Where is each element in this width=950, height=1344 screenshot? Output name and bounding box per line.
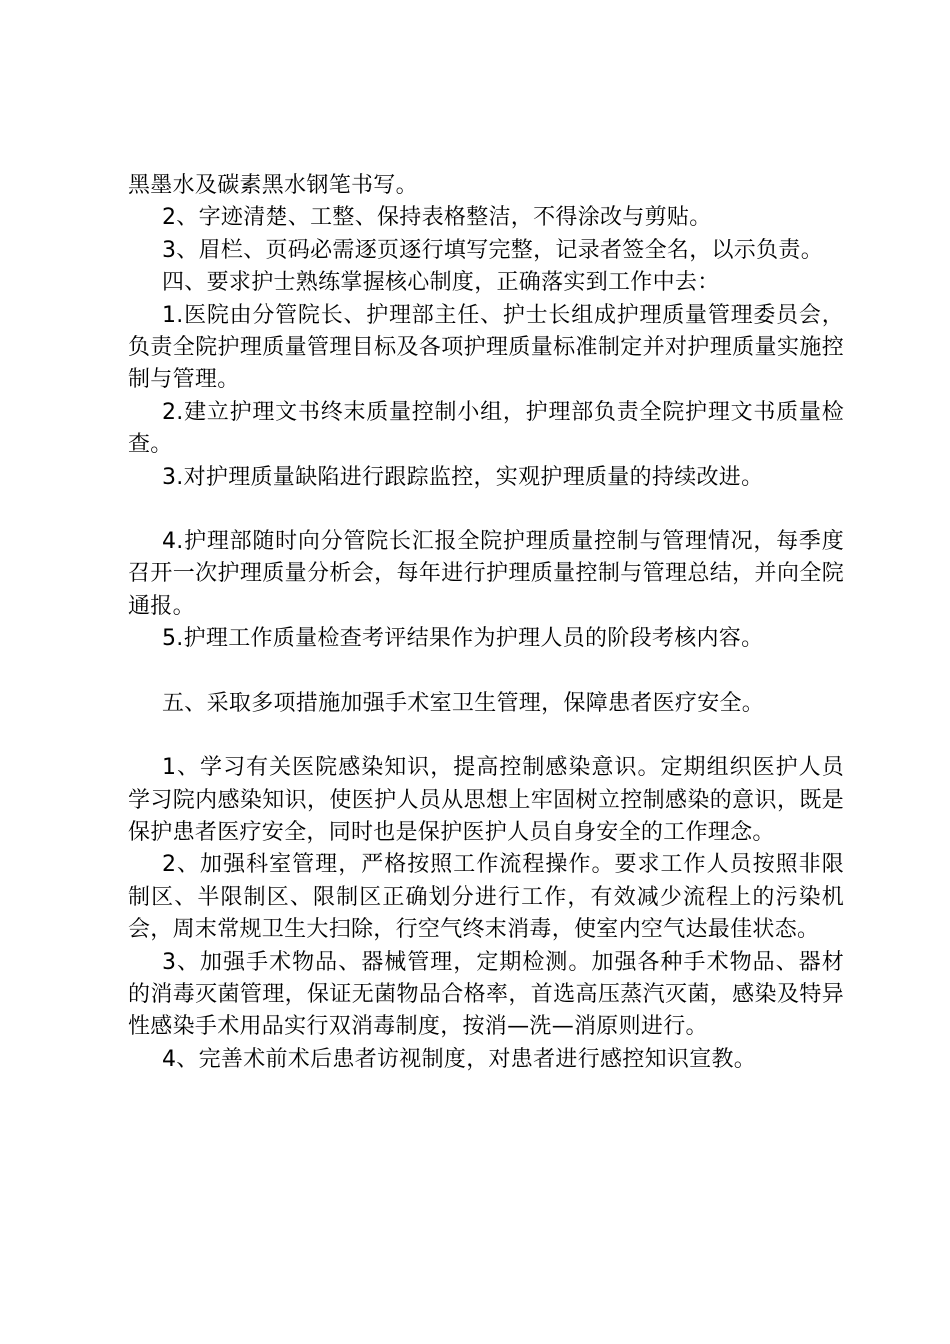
paragraph-item-2: 2、字迹清楚、工整、保持表格整洁，不得涂改与剪贴。 bbox=[162, 205, 712, 231]
paragraph-4-3: 3.对护理质量缺陷进行跟踪监控，实观护理质量的持续改进。 bbox=[162, 464, 764, 490]
paragraph-5-1: 1、学习有关医院感染知识，提高控制感染意识。定期组织医护人员学习院内感染知识，使医护人员从思想上牢固树立控制感染的意识，既是保护患者医疗安全，同时也是保护医护人员自身安全的工作理念。 bbox=[128, 755, 844, 845]
section-heading-4: 四、要求护士熟练掌握核心制度，正确落实到工作中去： bbox=[162, 270, 720, 296]
paragraph-4-5: 5.护理工作质量检查考评结果作为护理人员的阶段考核内容。 bbox=[162, 626, 764, 652]
paragraph-5-3: 3、加强手术物品、器械管理，定期检测。加强各种手术物品、器材的消毒灭菌管理，保证无菌物品合格率，首选高压蒸汽灭菌，感染及特异性感染手术用品实行双消毒制度，按消—洗—消原则进行。 bbox=[128, 949, 844, 1040]
paragraph-4-2: 2.建立护理文书终末质量控制小组，护理部负责全院护理文书质量检查。 bbox=[128, 399, 844, 458]
paragraph-continuation: 黑墨水及碳素黑水钢笔书写。 bbox=[128, 173, 418, 198]
paragraph-item-3: 3、眉栏、页码必需逐页逐行填写完整，记录者签全名，以示负责。 bbox=[162, 237, 823, 263]
document-body bbox=[128, 170, 844, 1076]
paragraph-5-2: 2、加强科室管理，严格按照工作流程操作。要求工作人员按照非限制区、半限制区、限制区正确划分进行工作，有效减少流程上的污染机会，周末常规卫生大扫除，行空气终末消毒，使室内空气达最佳状态。 bbox=[128, 852, 844, 943]
paragraph-4-4: 4.护理部随时向分管院长汇报全院护理质量控制与管理情况，每季度召开一次护理质量分析会，每年进行护理质量控制与管理总结，并向全院通报。 bbox=[128, 529, 844, 619]
section-heading-5: 五、采取多项措施加强手术室卫生管理，保障患者医疗安全。 bbox=[162, 690, 765, 716]
paragraph-5-4: 4、完善术前术后患者访视制度，对患者进行感控知识宣教。 bbox=[162, 1046, 757, 1072]
paragraph-4-1: 1.医院由分管院长、护理部主任、护士长组成护理质量管理委员会，负责全院护理质量管理目标及各项护理质量标准制定并对护理质量实施控制与管理。 bbox=[128, 302, 844, 393]
